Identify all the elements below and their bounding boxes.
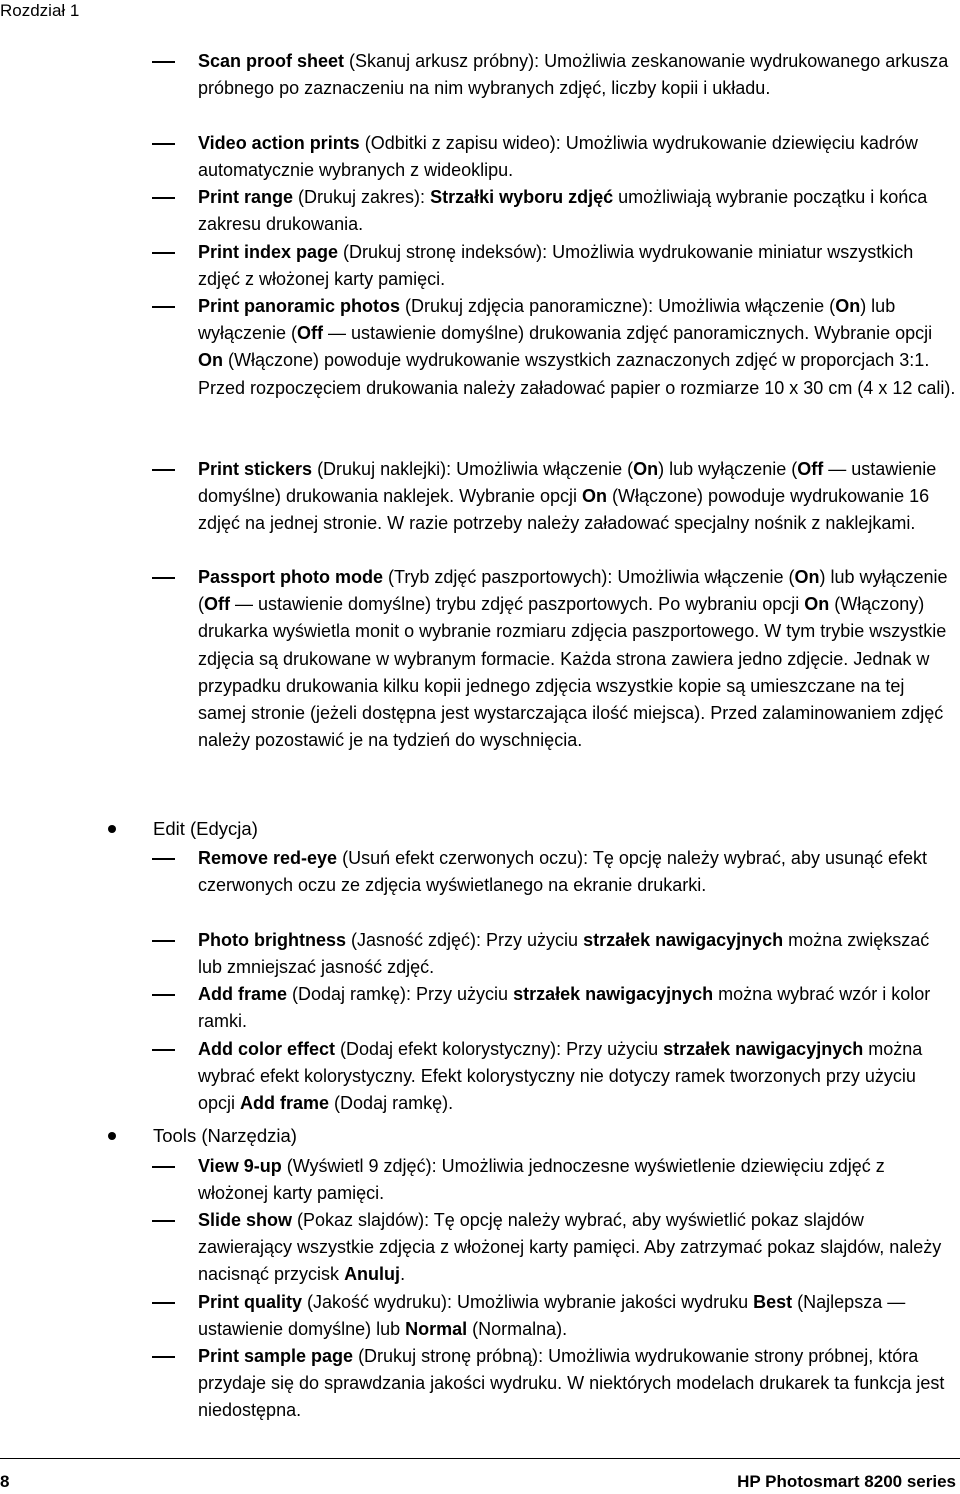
option-emphasis: On (794, 567, 820, 587)
option-emphasis: strzałek nawigacyjnych (513, 984, 714, 1004)
option-emphasis: Anuluj (344, 1264, 401, 1285)
option-term: View 9-up (198, 1156, 282, 1176)
option-term: Scan proof sheet (198, 51, 345, 71)
bullet-marker (108, 1132, 116, 1140)
list-item (198, 927, 956, 981)
list-item (198, 293, 956, 402)
list-item (198, 1207, 956, 1289)
option-term: Photo brightness (198, 930, 346, 950)
list-item (198, 1036, 956, 1118)
option-desc: (Dodaj ramkę). (329, 1093, 454, 1114)
dash-marker (152, 994, 175, 996)
footer-title: HP Photosmart 8200 series (737, 1472, 956, 1491)
option-desc: (Włączony) drukarka wyświetla monit o wybranie rozmiaru zdjęcia paszportowego. W tym trybie wszystkie zdjęcia są drukowane w wybranym formacie. Każda strona zawiera jedno zdjęcie. Jednak w przypadku drukowania kilku kopii jednego zdjęcia wszystkie kopie są umieszczane na tej samej stronie (jeżeli dostępna jest wystarczająca ilość miejsca). Przed zalaminowaniem zdjęć należy pozostawić je na tydzień do wyschnięcia. (198, 594, 947, 751)
option-desc: umożliwiają wybranie początku i końca zakresu drukowania. (198, 187, 928, 235)
option-desc: ) lub wyłączenie ( (658, 459, 798, 479)
dash-marker (152, 306, 175, 308)
list-item (198, 48, 956, 102)
option-desc: można wybrać efekt kolorystyczny. Efekt kolorystyczny nie dotyczy ramek tworzonych przy użyciu opcji (198, 1039, 923, 1114)
option-desc: (Usuń efekt czerwonych oczu): Tę opcję należy wybrać, aby usunąć efekt czerwonych oczu ze zdjęcia wyświetlanego na ekranie drukarki. (198, 848, 928, 896)
list-item (198, 564, 956, 754)
option-desc: (Włączone) powoduje wydrukowanie wszystkich zaznaczonych zdjęć w proporcjach 3:1. Przed rozpoczęciem drukowania należy załadować papier o rozmiarze 10 x 30 cm (4 x 12 cali). (198, 350, 956, 398)
option-term: Print panoramic photos (198, 296, 401, 316)
option-emphasis: Add frame (240, 1093, 330, 1114)
dash-marker (152, 1049, 175, 1051)
option-desc: (Dodaj ramkę): Przy użyciu (287, 984, 514, 1004)
option-term: Print range (198, 187, 294, 207)
option-desc: (Tryb zdjęć paszportowych): Umożliwia włączenie ( (383, 567, 795, 587)
option-desc: — ustawienie domyślne) trybu zdjęć paszportowych. Po wybraniu opcji (230, 594, 805, 615)
menu-category-tools (153, 1122, 297, 1149)
option-emphasis: Off (797, 459, 824, 479)
option-desc: (Skanuj arkusz próbny): Umożliwia zeskanowanie wydrukowanego arkusza próbnego po zaznaczeniu na nim wybranych zdjęć, liczby kopii i układu. (198, 51, 949, 99)
list-item (198, 130, 956, 184)
dash-marker (152, 577, 175, 579)
dash-marker (152, 197, 175, 199)
dash-marker (152, 1220, 175, 1222)
option-emphasis: On (582, 486, 608, 507)
dash-marker (152, 1356, 175, 1358)
option-term: Slide show (198, 1210, 293, 1230)
option-emphasis: On (633, 459, 659, 479)
list-item (198, 845, 956, 899)
option-desc: można zwiększać lub zmniejszać jasność zdjęć. (198, 930, 930, 978)
list-item (198, 981, 956, 1035)
option-desc: (Drukuj stronę próbną): Umożliwia wydrukowanie strony próbnej, która przydaje się do sprawdzania jakości wydruku. W niektórych modelach drukarek ta funkcja jest niedostępna. (198, 1346, 945, 1421)
option-emphasis: On (198, 350, 223, 371)
option-term: Passport photo mode (198, 567, 384, 587)
option-desc: . (400, 1264, 406, 1285)
option-desc: (Wyświetl 9 zdjęć): Umożliwia jednoczesne wyświetlenie dziewięciu zdjęć z włożonej karty pamięci. (198, 1156, 885, 1204)
bullet-marker (108, 825, 116, 833)
option-desc: — ustawienie domyślne) drukowania zdjęć panoramicznych. Wybranie opcji (323, 323, 933, 344)
dash-marker (152, 1302, 175, 1304)
option-emphasis: On (804, 594, 830, 615)
option-term: Remove red-eye (198, 848, 338, 868)
option-desc: (Jasność zdjęć): Przy użyciu (346, 930, 584, 950)
dash-marker (152, 858, 175, 860)
option-desc: (Włączone) powoduje wydrukowanie 16 zdjęć na jednej stronie. W razie potrzeby należy załadować specjalny nośnik z naklejkami. (198, 486, 930, 534)
option-term: Add color effect (198, 1039, 336, 1059)
option-emphasis: Normal (405, 1319, 468, 1340)
option-emphasis: strzałek nawigacyjnych (583, 930, 784, 950)
option-emphasis: On (835, 296, 861, 316)
option-desc: (Odbitki z zapisu wideo): Umożliwia wydrukowanie dziewięciu kadrów automatycznie wybranych z wideoklipu. (198, 133, 918, 181)
dash-marker (152, 1166, 175, 1168)
option-term: Print sample page (198, 1346, 354, 1366)
option-term: Print stickers (198, 459, 313, 479)
category-title: Edit (Edycja) (153, 818, 258, 839)
category-title: Tools (Narzędzia) (153, 1125, 297, 1146)
option-desc: (Jakość wydruku): Umożliwia wybranie jakości wydruku (302, 1292, 754, 1312)
option-desc: (Najlepsza — ustawienie domyślne) lub (198, 1292, 906, 1340)
option-desc: — ustawienie domyślne) drukowania naklejek. Wybranie opcji (198, 459, 937, 507)
option-desc: (Dodaj efekt kolorystyczny): Przy użyciu (335, 1039, 664, 1059)
page-number: 8 (0, 1472, 10, 1491)
chapter-header: Rozdział 1 (0, 1, 80, 20)
list-item (198, 239, 956, 293)
footer-divider (0, 1458, 960, 1459)
option-term: Print quality (198, 1292, 303, 1312)
dash-marker (152, 469, 175, 471)
option-emphasis: Best (753, 1292, 793, 1312)
option-desc: ) lub wyłączenie ( (198, 567, 948, 615)
option-desc: (Drukuj zdjęcia panoramiczne): Umożliwia włączenie ( (400, 296, 836, 316)
option-desc: (Pokaz slajdów): Tę opcję należy wybrać, aby wyświetlić pokaz slajdów zawierający wszystkie zdjęcia z włożonej karty pamięci. Aby zatrzymać pokaz slajdów, należy nacisnąć przycisk (198, 1210, 942, 1285)
option-term: Print index page (198, 242, 339, 262)
option-desc: (Normalna). (467, 1319, 568, 1340)
option-desc: ) lub wyłączenie ( (198, 296, 896, 344)
dash-marker (152, 143, 175, 145)
option-desc: (Drukuj naklejki): Umożliwia włączenie ( (312, 459, 634, 479)
option-emphasis: Strzałki wyboru zdjęć (430, 187, 614, 207)
list-item (198, 1343, 956, 1425)
list-item (198, 1289, 956, 1343)
option-emphasis: Off (204, 594, 230, 615)
dash-marker (152, 940, 175, 942)
list-item (198, 456, 956, 538)
list-item (198, 1153, 956, 1207)
option-desc: (Drukuj stronę indeksów): Umożliwia wydrukowanie miniatur wszystkich zdjęć z włożonej karty pamięci. (198, 242, 914, 290)
option-emphasis: strzałek nawigacyjnych (663, 1039, 864, 1059)
option-emphasis: Off (297, 323, 324, 344)
list-item (198, 184, 956, 238)
option-desc: można wybrać wzór i kolor ramki. (198, 984, 931, 1032)
option-desc: (Drukuj zakres): (293, 187, 431, 207)
dash-marker (152, 61, 175, 63)
option-term: Video action prints (198, 133, 360, 153)
option-term: Add frame (198, 984, 288, 1004)
dash-marker (152, 252, 175, 254)
menu-category-edit (153, 815, 258, 842)
